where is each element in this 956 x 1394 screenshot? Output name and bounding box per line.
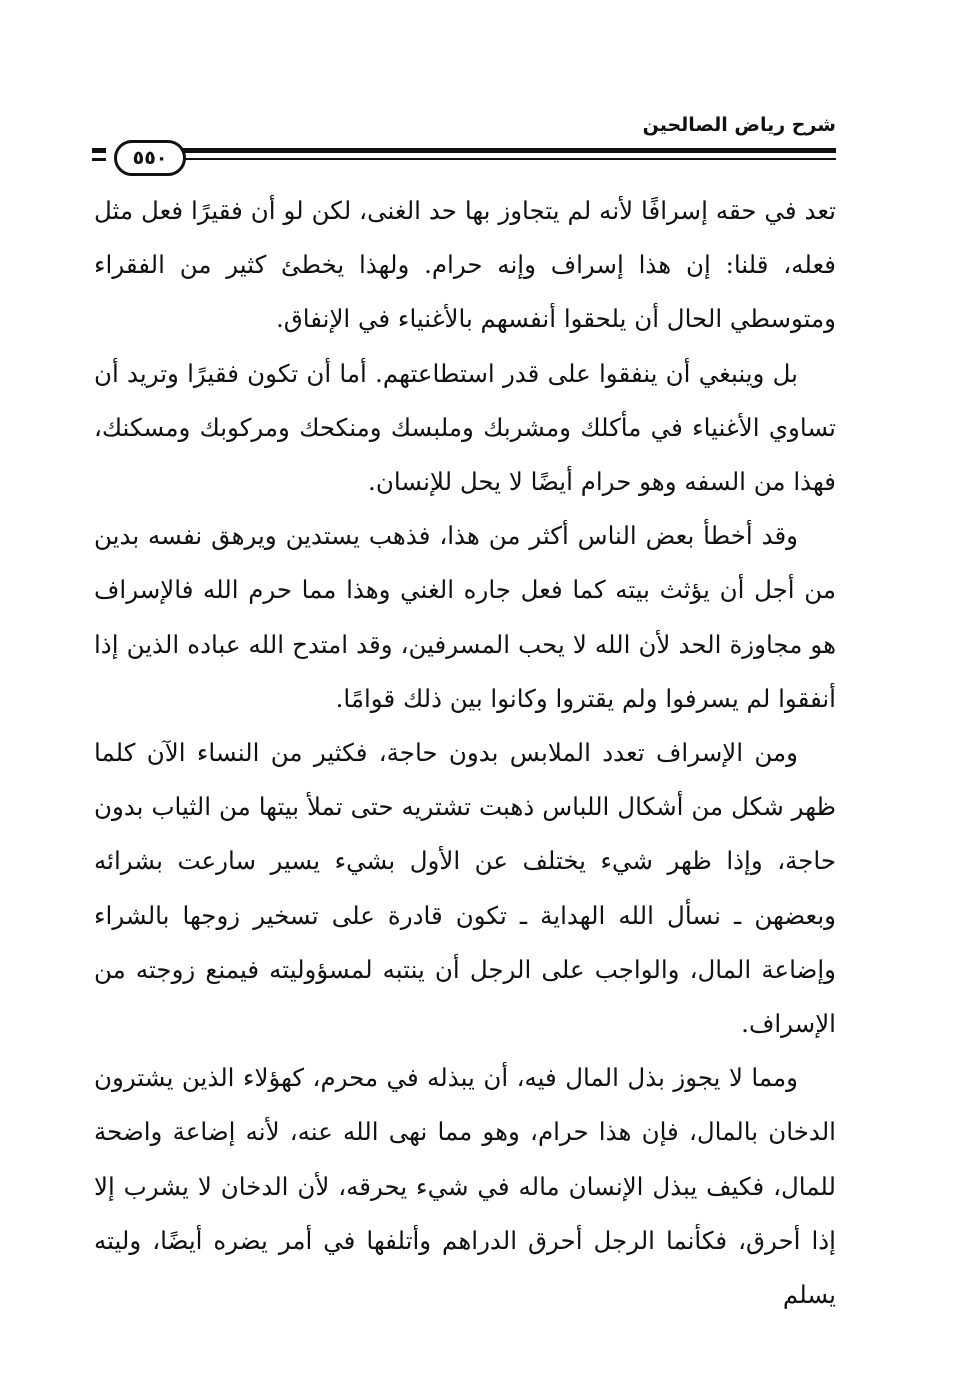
page-body bbox=[94, 184, 836, 1322]
paragraph-4: ومن الإسراف تعدد الملابس بدون حاجة، فكثير من النساء الآن كلما ظهر شكل من أشكال اللباس ذهبت تشتريه حتى تملأ بيتها من الثياب بدون حاجة، وإذا ظهر شيء يختلف عن الأول بشيء يسير سارعت بشرائه وبعضهن ـ نسأل الله الهداية ـ تكون قادرة على تسخير زوجها بالشراء وإضاعة المال، والواجب على الرجل أن ينتبه لمسؤوليته فيمنع زوجته من الإسراف. bbox=[94, 738, 836, 1039]
header-rule-thick bbox=[178, 148, 836, 153]
page-header bbox=[92, 106, 836, 176]
paragraph-2: بل وينبغي أن ينفقوا على قدر استطاعتهم. أما أن تكون فقيرًا وتريد أن تساوي الأغنياء في مأكلك ومشربك وملبسك ومنكحك ومركوبك ومسكنك، فهذا من السفه وهو حرام أيضًا لا يحل للإنسان. bbox=[94, 358, 836, 497]
paragraph-3: وقد أخطأ بعض الناس أكثر من هذا، فذهب يستدين ويرهق نفسه بدين من أجل أن يؤثث بيته كما فعل جاره الغني وهذا مما حرم الله فالإسراف هو مجاوزة الحد لأن الله لا يحب المسرفين، وقد امتدح الله عباده الذين إذا أنفقوا لم يسرفوا ولم يقتروا وكانوا بين ذلك قوامًا. bbox=[94, 521, 836, 713]
paragraph-1: تعد في حقه إسرافًا لأنه لم يتجاوز بها حد الغنى، لكن لو أن فقيرًا فعل مثل فعله، قلنا: إن هذا إسراف وإنه حرام. ولهذا يخطئ كثير من الفقراء ومتوسطي الحال أن يلحقوا أنفسهم بالأغنياء في الإنفاق. bbox=[94, 196, 836, 334]
paragraph-5: ومما لا يجوز بذل المال فيه، أن يبذله في محرم، كهؤلاء الذين يشترون الدخان بالمال، فإن هذا حرام، وهو مما نهى الله عنه، لأنه إضاعة واضحة للمال، فكيف يبذل الإنسان ماله في شيء يحرقه، لأن الدخان لا يشرب إلا إذا أحرق، فكأنما الرجل أحرق الدراهم وأتلفها في أمر يضره أيضًا، وليته يسلم bbox=[94, 1063, 836, 1310]
header-ornament bbox=[92, 148, 106, 162]
header-rule-thin bbox=[178, 158, 836, 160]
running-title: شرح رياض الصالحين bbox=[642, 114, 836, 136]
page-number: ٥٥٠ bbox=[114, 140, 186, 176]
